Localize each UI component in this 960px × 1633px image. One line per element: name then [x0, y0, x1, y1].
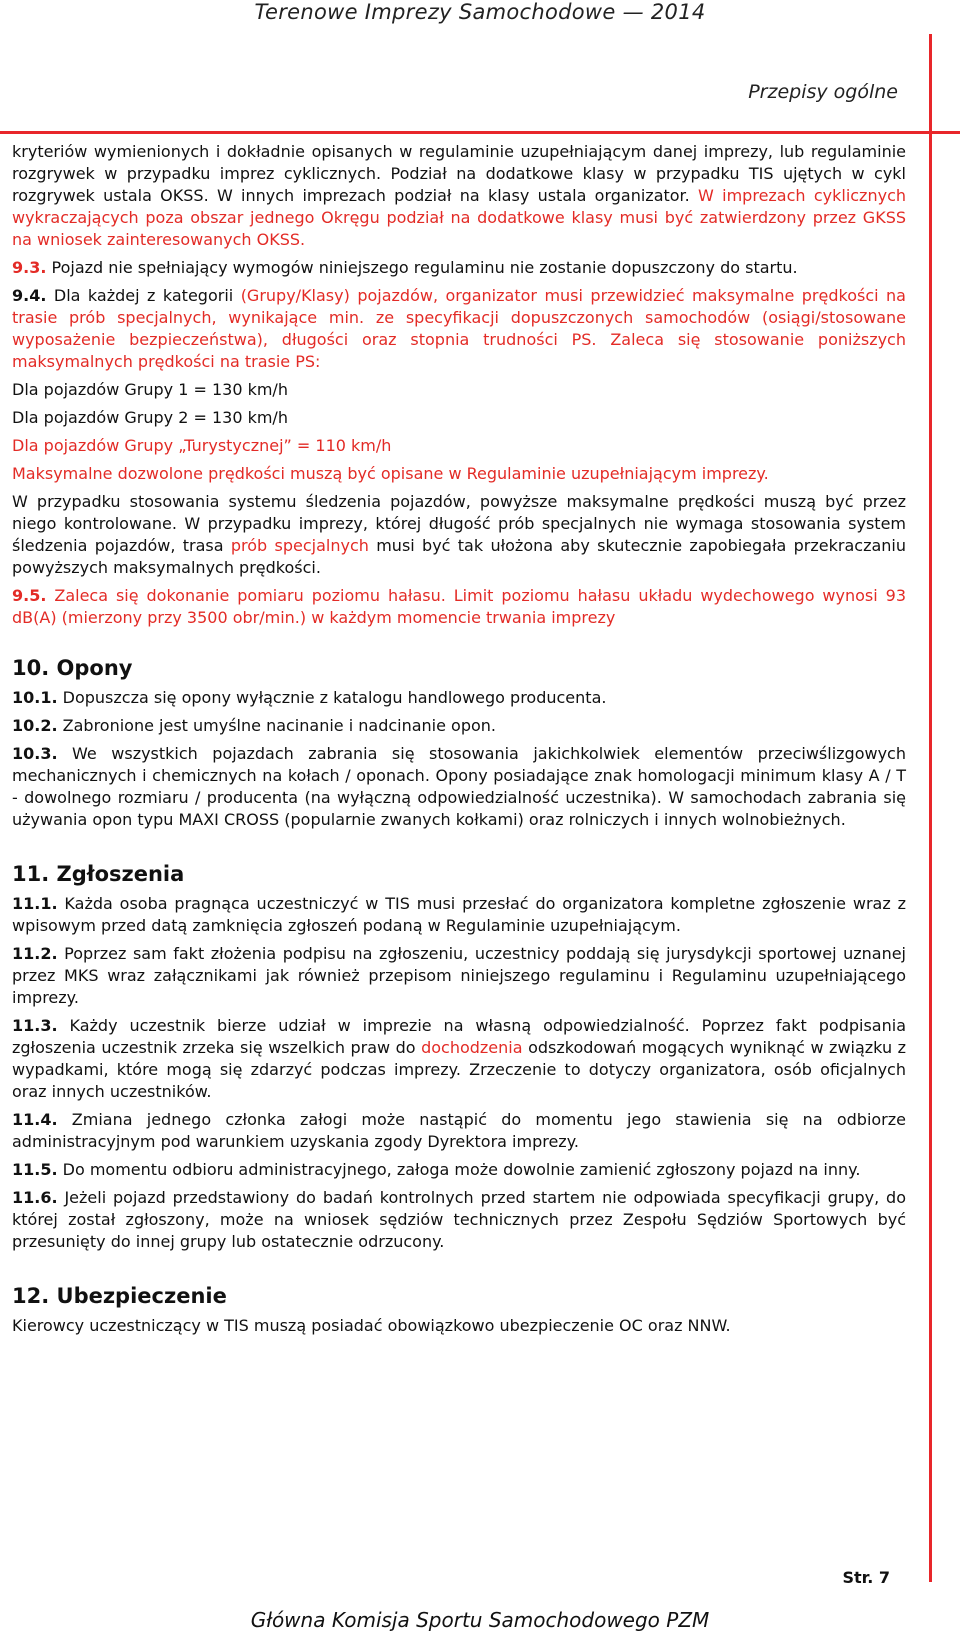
red-horizontal-rule — [0, 131, 960, 134]
section-11-3: 11.3. Każdy uczestnik bierze udział w imprezie na własną odpowiedzialność. Poprzez fakt podpisania zgłoszenia uczestnik zrzeka się wszelkich praw do dochodzenia odszkodowań mogących wyniknąć w związku z wypadkami, które mogą się zdarzyć podczas imprezy. Zrzeczenie to dotyczy organizatora, osób oficjalnych oraz innych uczestników. — [12, 1016, 907, 1101]
section-11-2: 11.2. Poprzez sam fakt złożenia podpisu na zgłoszeniu, uczestnicy poddają się jurysdykcji sportowej uznanej przez MKS wraz załącznikami jak również przepisom niniejszego regulaminu i Regulaminu uzupełniającego imprezy. — [12, 944, 906, 1007]
document-header-subtitle: Przepisy ogólne — [748, 81, 898, 103]
speed-group-tourist: Dla pojazdów Grupy „Turystycznej” = 110 km/h — [12, 436, 392, 455]
footer-organization: Główna Komisja Sportu Samochodowego PZM — [250, 1608, 710, 1632]
page-content — [12, 141, 906, 1337]
section-11-5: 11.5. Do momentu odbioru administracyjnego, załoga może dowolnie zamienić zgłoszony pojazd na inny. — [12, 1160, 861, 1179]
section-11-6: 11.6. Jeżeli pojazd przedstawiony do badań kontrolnych przed startem nie odpowiada specyfikacji grupy, do której został zgłoszony, może na wniosek sędziów technicznych przez Zespołu Sędziów Sportowych być przesunięty do innej grupy lub ostatecznie odrzucony. — [12, 1188, 906, 1251]
section-10-2: 10.2. Zabronione jest umyślne nacinanie i nadcinanie opon. — [12, 716, 497, 735]
speed-group-1: Dla pojazdów Grupy 1 = 130 km/h — [12, 380, 288, 399]
document-header-title: Terenowe Imprezy Samochodowe — 2014 — [254, 0, 706, 24]
speed-group-2: Dla pojazdów Grupy 2 = 130 km/h — [12, 408, 288, 427]
section-9-5: 9.5. Zaleca się dokonanie pomiaru poziomu hałasu. Limit poziomu hałasu układu wydechowego wynosi 93 dB(A) (mierzony przy 3500 obr/min.) w każdym momencie trwania imprezy — [12, 586, 906, 627]
section-11-1: 11.1. Każda osoba pragnąca uczestniczyć w TIS musi przesłać do organizatora kompletne zgłoszenie wraz z wpisowym przed datą zamknięcia zgłoszeń podaną w Regulaminie uzupełniającym. — [12, 894, 906, 935]
section-10-3: 10.3. We wszystkich pojazdach zabrania się stosowania jakichkolwiek elementów przeciwślizgowych mechanicznych i chemicznych na kołach / oponach. Opony posiadające znak homologacji minimum klasy A / T - dowolnego rozmiaru / producenta (na wyłączną odpowiedzialność uczestnika). W samochodach zabrania się używania opon typu MAXI CROSS (popularnie zwanych kołkami) oraz rolniczych i innych wolnobieżnych. — [12, 744, 906, 829]
paragraph-classes: kryteriów wymienionych i dokładnie opisanych w regulaminie uzupełniającym danej imprezy, lub regulaminie rozgrywek w przypadku imprez cyklicznych. Podział na dodatkowe klasy w przypadku TIS ujętych w cykl rozgrywek ustala OKSS. W innych imprezach podział na klasy ustala organizator. W imprezach cyklicznych wykraczających poza obszar jednego Okręgu podział na dodatkowe klasy musi być zatwierdzony przez GKSS na wniosek zainteresowanych OKSS. — [12, 142, 907, 249]
section-9-4: 9.4. Dla każdej z kategorii (Grupy/Klasy) pojazdów, organizator musi przewidzieć maksymalne prędkości na trasie prób specjalnych, wynikające min. ze specyfikacji dopuszczonych samochodów (osiągi/stosowane wyposażenie bezpieczeństwa), długości oraz stopnia trudności PS. Zaleca się stosowanie poniższych maksymalnych prędkości na trasie PS: — [12, 286, 906, 371]
section-10-1: 10.1. Dopuszcza się opony wyłącznie z katalogu handlowego producenta. — [12, 688, 607, 707]
heading-zgloszenia: 11. Zgłoszenia — [12, 862, 185, 886]
red-vertical-rule — [929, 34, 932, 1582]
section-9-3: 9.3. Pojazd nie spełniający wymogów niniejszego regulaminu nie zostanie dopuszczony do startu. — [12, 258, 798, 277]
section-12-text: Kierowcy uczestniczący w TIS muszą posiadać obowiązkowo ubezpieczenie OC oraz NNW. — [12, 1316, 731, 1335]
tracking-paragraph: W przypadku stosowania systemu śledzenia pojazdów, powyższe maksymalne prędkości muszą być przez niego kontrolowane. W przypadku imprezy, której długość prób specjalnych nie wymaga stosowania system śledzenia pojazdów, trasa prób specjalnych musi być tak ułożona aby skutecznie zapobiegała przekraczaniu powyższych maksymalnych prędkości. — [12, 492, 906, 577]
max-speed-note: Maksymalne dozwolone prędkości muszą być opisane w Regulaminie uzupełniającym imprezy. — [12, 464, 769, 483]
page-number: Str. 7 — [842, 1568, 890, 1587]
section-11-4: 11.4. Zmiana jednego członka załogi może nastąpić do momentu jego stawienia się na odbiorze administracyjnym pod warunkiem uzyskania zgody Dyrektora imprezy. — [12, 1110, 906, 1151]
heading-ubezpieczenie: 12. Ubezpieczenie — [12, 1284, 227, 1308]
heading-opony: 10. Opony — [12, 656, 133, 680]
